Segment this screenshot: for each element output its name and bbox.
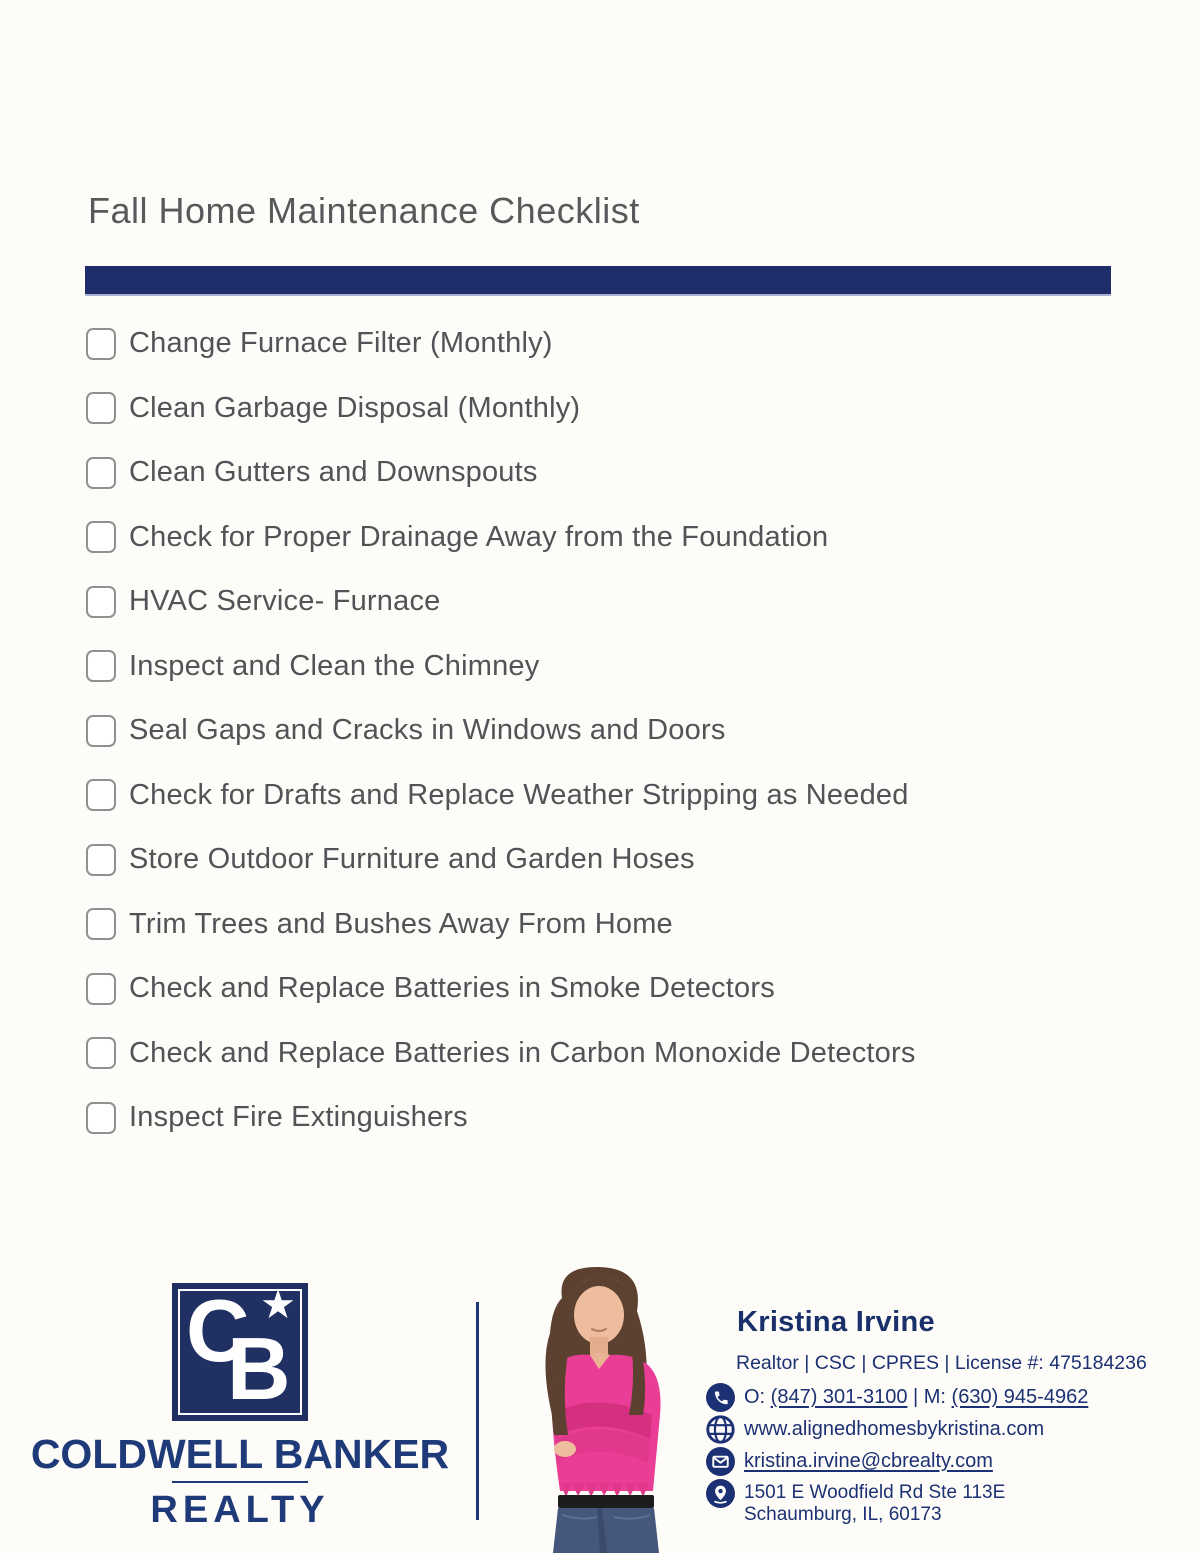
checklist-item [86, 585, 916, 618]
title-divider-bar [85, 266, 1111, 296]
checkbox[interactable] [86, 908, 116, 940]
checklist-item-label: Store Outdoor Furniture and Garden Hoses [129, 843, 695, 875]
agent-photo [502, 1263, 702, 1553]
address-row [706, 1479, 1088, 1526]
address-line-1: 1501 E Woodfield Rd Ste 113E [744, 1482, 1006, 1503]
checklist-item-label: Inspect Fire Extinguishers [129, 1101, 468, 1133]
checkbox[interactable] [86, 586, 116, 618]
checklist-item-label: Clean Gutters and Downspouts [129, 456, 538, 488]
phone-row [706, 1383, 1088, 1412]
agent-name: Kristina Irvine [737, 1306, 935, 1338]
checklist-item-label: Trim Trees and Bushes Away From Home [129, 907, 673, 940]
checklist-item [86, 327, 916, 360]
checklist-item [86, 843, 916, 876]
email-link[interactable]: kristina.irvine@cbrealty.com [744, 1450, 993, 1472]
checkbox[interactable] [86, 1037, 116, 1069]
phone-separator: | [907, 1386, 924, 1408]
office-label: O: [744, 1386, 771, 1408]
page-title: Fall Home Maintenance Checklist [88, 190, 640, 231]
checklist-item [86, 1037, 916, 1070]
checklist-item-label: Seal Gaps and Cracks in Windows and Doors [129, 714, 726, 746]
brand-wordmark: COLDWELL BANKER [30, 1431, 450, 1477]
agent-portrait-illustration [502, 1263, 702, 1553]
checklist-item [86, 456, 916, 489]
footer [0, 1255, 1200, 1553]
office-phone-link[interactable]: (847) 301-3100 [770, 1386, 908, 1408]
mobile-label: M: [923, 1386, 952, 1408]
globe-icon [706, 1415, 735, 1444]
monogram-c: C [186, 1281, 250, 1380]
agent-credentials: Realtor | CSC | CPRES | License #: 475184236 [736, 1352, 1147, 1374]
checklist-item-label: Check for Proper Drainage Away from the Foundation [129, 520, 829, 553]
checkbox[interactable] [86, 973, 116, 1005]
checklist-item [86, 650, 916, 683]
address-line-2: Schaumburg, IL, 60173 [744, 1504, 942, 1525]
checkbox[interactable] [86, 1102, 116, 1134]
brand-division: REALTY [150, 1489, 330, 1531]
checkbox[interactable] [86, 392, 116, 424]
checkbox[interactable] [86, 715, 116, 747]
phone-numbers [744, 1383, 1088, 1412]
checklist-item-label: Check for Drafts and Replace Weather Stripping as Needed [129, 778, 909, 811]
checklist-item [86, 521, 916, 554]
checkbox[interactable] [86, 844, 116, 876]
checkbox[interactable] [86, 457, 116, 489]
footer-divider [476, 1302, 479, 1520]
coldwell-banker-logo-icon [172, 1283, 308, 1421]
checklist-item-label: Check and Replace Batteries in Smoke Detectors [129, 972, 775, 1004]
monogram-b: B [227, 1319, 291, 1418]
checklist-item [86, 779, 916, 812]
checkbox[interactable] [86, 650, 116, 682]
checkbox[interactable] [86, 521, 116, 553]
checklist-item [86, 714, 916, 747]
checklist-item [86, 1101, 916, 1134]
checklist-item-label: Check and Replace Batteries in Carbon Monoxide Detectors [129, 1036, 916, 1069]
checklist-item-label: Inspect and Clean the Chimney [129, 649, 540, 682]
checklist-item [86, 972, 916, 1005]
checklist-item [86, 908, 916, 941]
contact-rows [706, 1383, 1088, 1529]
checkbox[interactable] [86, 779, 116, 811]
email-row [706, 1447, 1088, 1476]
checklist-item [86, 392, 916, 425]
website-row [706, 1415, 1088, 1444]
address-text [744, 1479, 1005, 1526]
checklist [86, 327, 916, 1166]
brand-rule [172, 1481, 308, 1483]
website-link[interactable]: www.alignedhomesbykristina.com [744, 1418, 1045, 1440]
checklist-item-label: Change Furnace Filter (Monthly) [129, 327, 553, 359]
phone-icon [706, 1383, 735, 1412]
mobile-phone-link[interactable]: (630) 945-4962 [951, 1386, 1089, 1408]
checklist-item-label: Clean Garbage Disposal (Monthly) [129, 391, 581, 424]
checklist-item-label: HVAC Service- Furnace [129, 585, 441, 617]
location-pin-icon [706, 1479, 735, 1508]
envelope-icon [706, 1447, 735, 1476]
star-icon: ★ [260, 1283, 296, 1327]
checkbox[interactable] [86, 328, 116, 360]
